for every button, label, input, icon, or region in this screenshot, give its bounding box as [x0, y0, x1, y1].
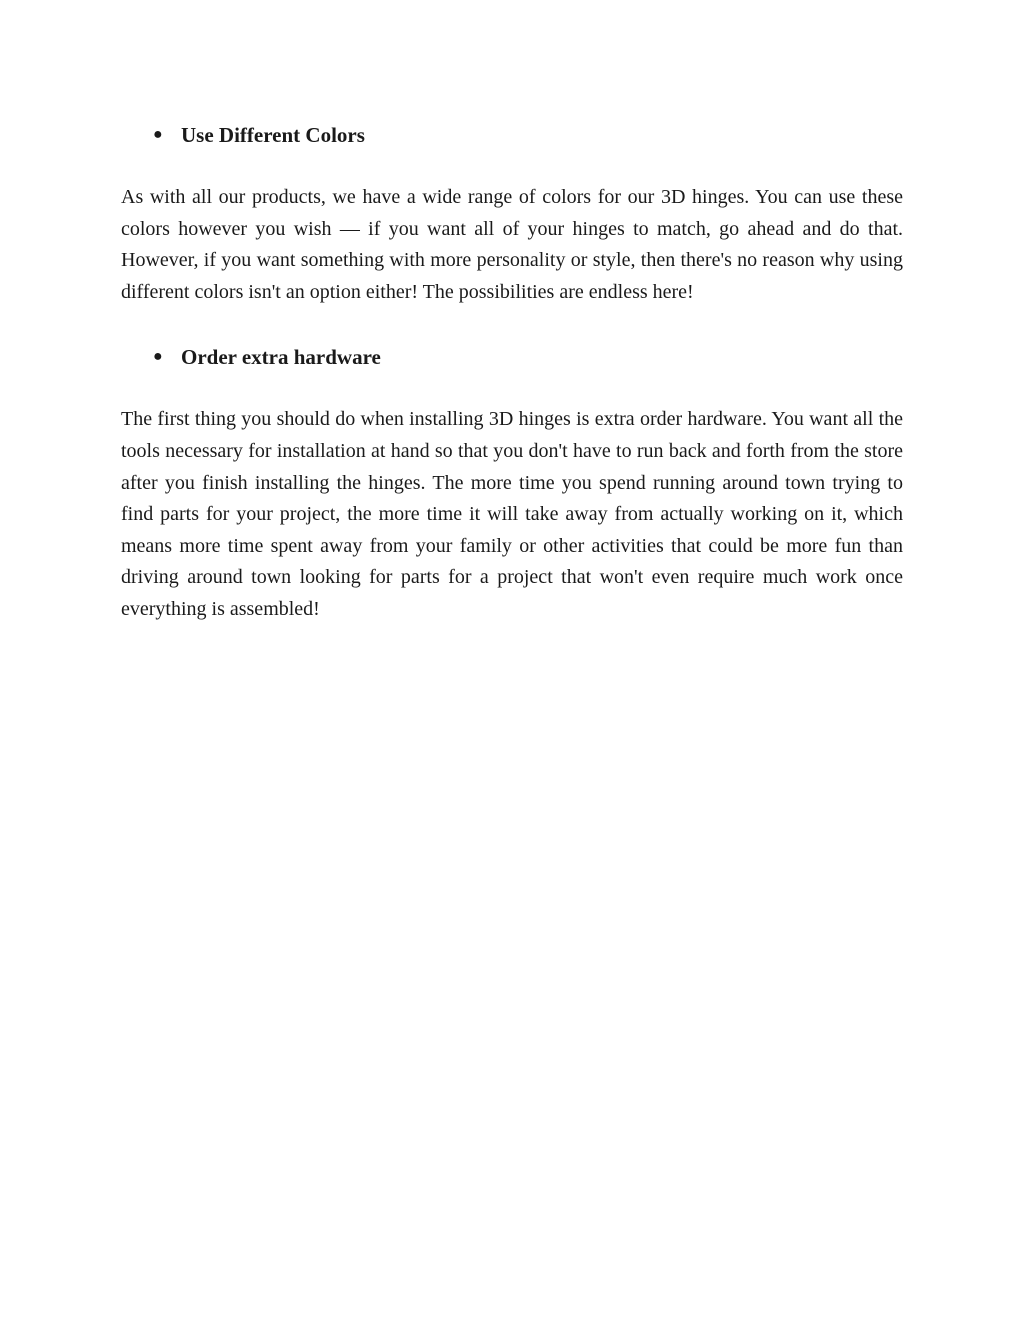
section-heading-order-extra-hardware: [121, 340, 903, 374]
section-heading-use-different-colors: [121, 118, 903, 152]
bullet-icon: ●: [153, 126, 163, 143]
document-body: [121, 118, 903, 626]
spacer: [121, 308, 903, 340]
bullet-icon: ●: [153, 348, 163, 366]
paragraph-hardware: The first thing you should do when installing 3D hinges is extra order hardware. You want all the tools necessary for installation at hand so that you don't have to run back and forth from the store after you finish installing the hinges. The more time you spend running around town trying to find parts for your project, the more time it will take away from actually working on it, which means more time spent away from your family or other activities that could be more fun than driving around town looking for parts for a project that won't even require much work once everything is assembled!: [121, 408, 903, 620]
heading-text: Use Different Colors: [181, 122, 365, 147]
heading-text: Order extra hardware: [181, 344, 381, 369]
spacer: [121, 152, 903, 182]
paragraph-colors: As with all our products, we have a wide range of colors for our 3D hinges. You can use these colors however you wish — if you want all of your hinges to match, go ahead and do that. However, if you want something with more personality or style, then there's no reason why using different colors isn't an option either! The possibilities are endless here!: [121, 186, 903, 303]
spacer: [121, 374, 903, 404]
